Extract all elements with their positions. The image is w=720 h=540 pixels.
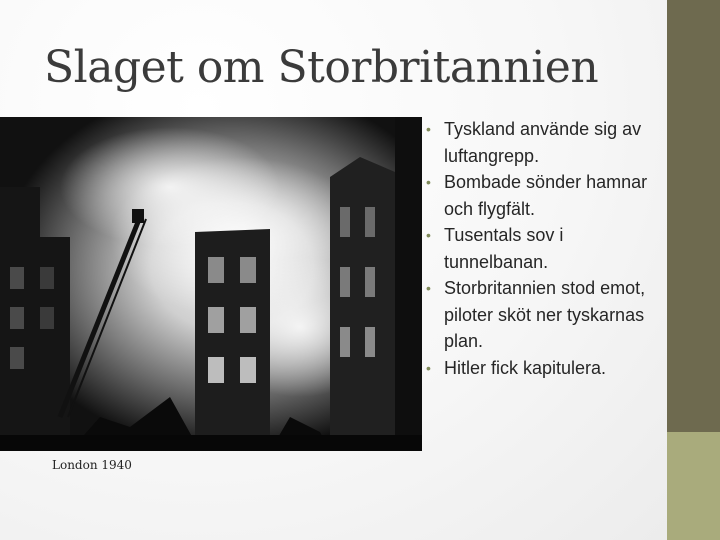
bullet-marker-icon: • bbox=[426, 174, 431, 190]
blitz-photo bbox=[0, 117, 422, 451]
bullet-text: Tyskland använde sig av luftangrepp. bbox=[444, 119, 642, 166]
bullet-marker-icon: • bbox=[426, 227, 431, 243]
bullet-item bbox=[426, 275, 662, 355]
bullet-text: Storbritannien stod emot, piloter sköt ner tyskarnas plan. bbox=[444, 278, 646, 351]
bullet-text: Bombade sönder hamnar och flygfält. bbox=[444, 172, 648, 219]
slide-title: Slaget om Storbritannien bbox=[44, 42, 599, 93]
photo-caption: London 1940 bbox=[52, 458, 132, 472]
bullet-item bbox=[426, 222, 662, 275]
bullet-marker-icon: • bbox=[426, 121, 431, 137]
bullet-text: Tusentals sov i tunnelbanan. bbox=[444, 225, 564, 272]
decorative-sidebar-accent bbox=[667, 432, 720, 540]
bullet-marker-icon: • bbox=[426, 359, 431, 376]
bullet-list bbox=[426, 116, 662, 381]
bullet-item bbox=[426, 355, 662, 382]
bullet-item bbox=[426, 116, 662, 169]
bullet-marker-icon: • bbox=[426, 280, 431, 296]
bullet-text: Hitler fick kapitulera. bbox=[444, 357, 607, 378]
bullet-item bbox=[426, 169, 662, 222]
